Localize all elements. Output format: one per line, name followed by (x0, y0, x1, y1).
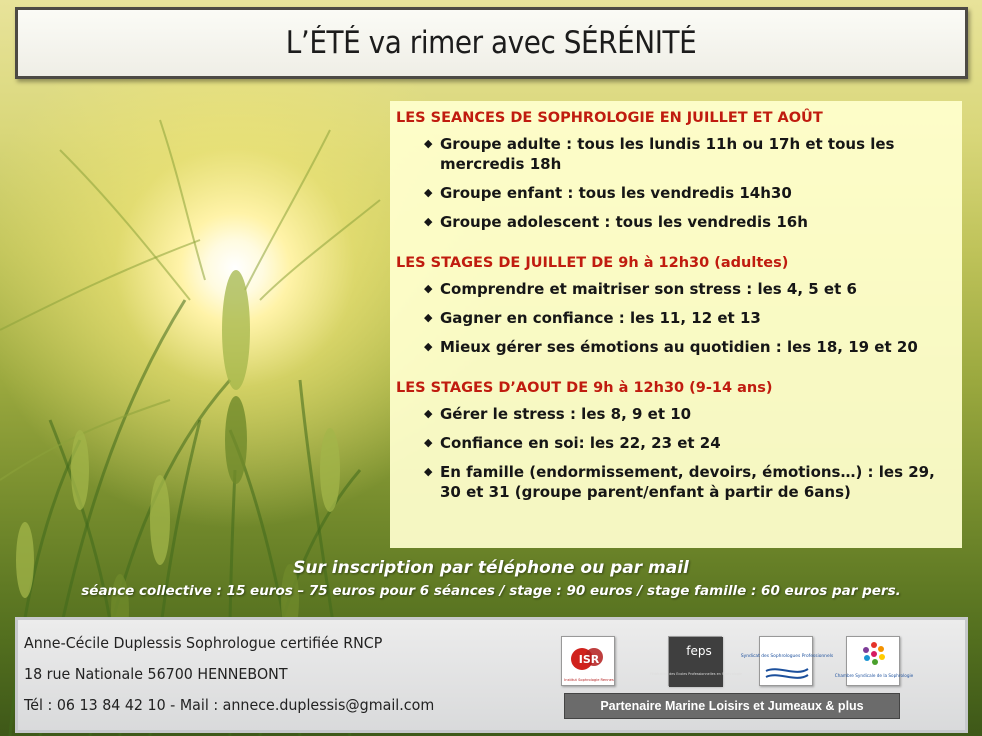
footer-contact-box (15, 617, 968, 733)
syndicat-logo (740, 636, 834, 686)
list-item: ◆ Groupe adulte : tous les lundis 11h ou 17h et tous les mercredis 18h (424, 135, 895, 173)
section-title: LES STAGES DE JUILLET DE 9h à 12h30 (adultes) (396, 255, 789, 271)
list-item: ◆ Gérer le stress : les 8, 9 et 10 (424, 405, 692, 423)
section-stages-juillet (396, 254, 952, 357)
page-title: L’ÉTÉ va rimer avec SÉRÉNITÉ (286, 25, 697, 61)
diamond-bullet-icon: ◆ (424, 340, 433, 353)
diamond-bullet-icon: ◆ (424, 436, 433, 449)
diamond-bullet-icon: ◆ (424, 215, 433, 228)
diamond-bullet-icon: ◆ (424, 465, 433, 478)
diamond-bullet-icon: ◆ (424, 407, 433, 420)
svg-text:ISR: ISR (578, 653, 600, 666)
list-item: ◆ Groupe adolescent : tous les vendredis 16h (424, 213, 808, 231)
section-title: LES SEANCES DE SOPHROLOGIE EN JUILLET ET AOÛT (396, 110, 823, 126)
diamond-bullet-icon: ◆ (424, 311, 433, 324)
schedule-panel (390, 101, 962, 548)
list-item: ◆ Comprendre et maitriser son stress : les 4, 5 et 6 (424, 280, 857, 298)
list-item: ◆ Confiance en soi: les 22, 23 et 24 (424, 434, 721, 452)
contact-address: 18 rue Nationale 56700 HENNEBONT (24, 665, 288, 683)
list-item: ◆ Groupe enfant : tous les vendredis 14h30 (424, 184, 792, 202)
chambre-syndicale-logo (834, 636, 914, 686)
list-item: ◆ En famille (endormissement, devoirs, émotions…) : les 29, 30 et 31 (groupe parent/enfant à partir de 6ans) (424, 463, 935, 501)
list-item: ◆ Mieux gérer ses émotions au quotidien : les 18, 19 et 20 (424, 338, 918, 356)
diamond-bullet-icon: ◆ (424, 282, 433, 295)
contact-name: Anne-Cécile Duplessis Sophrologue certifiée RNCP (24, 634, 383, 652)
diamond-bullet-icon: ◆ (424, 186, 433, 199)
contact-info (24, 628, 456, 721)
svg-text:Institut Sophrologie Rennes: Institut Sophrologie Rennes (564, 678, 614, 682)
partner-label: Partenaire Marine Loisirs et Jumeaux & plus (564, 693, 900, 719)
inscription-text: Sur inscription par téléphone ou par mail (293, 558, 689, 578)
section-title: LES STAGES D’AOUT DE 9h à 12h30 (9-14 ans) (396, 380, 773, 396)
svg-text:Fédération des Ecoles Professi: Fédération des Ecoles Professionnelles en Sophrologie (649, 672, 743, 676)
feps-logo (649, 636, 743, 686)
svg-text:Syndicat des Sophrologues Prof: Syndicat des Sophrologues Professionnels (740, 654, 834, 659)
svg-text:feps: feps (686, 644, 712, 658)
list-item: ◆ Gagner en confiance : les 11, 12 et 13 (424, 309, 761, 327)
svg-text:Chambre Syndicale de la Sophro: Chambre Syndicale de la Sophrologie (834, 673, 914, 678)
section-stages-aout (396, 379, 952, 502)
diamond-bullet-icon: ◆ (424, 137, 433, 150)
title-banner (15, 7, 968, 79)
tarifs-text: séance collective : 15 euros – 75 euros pour 6 séances / stage : 90 euros / stage famille : 60 euros par pers. (81, 583, 901, 599)
section-seances (396, 109, 952, 232)
contact-phone-mail: Tél : 06 13 84 42 10 - Mail : annece.duplessis@gmail.com (24, 696, 435, 714)
isr-logo (561, 636, 615, 686)
